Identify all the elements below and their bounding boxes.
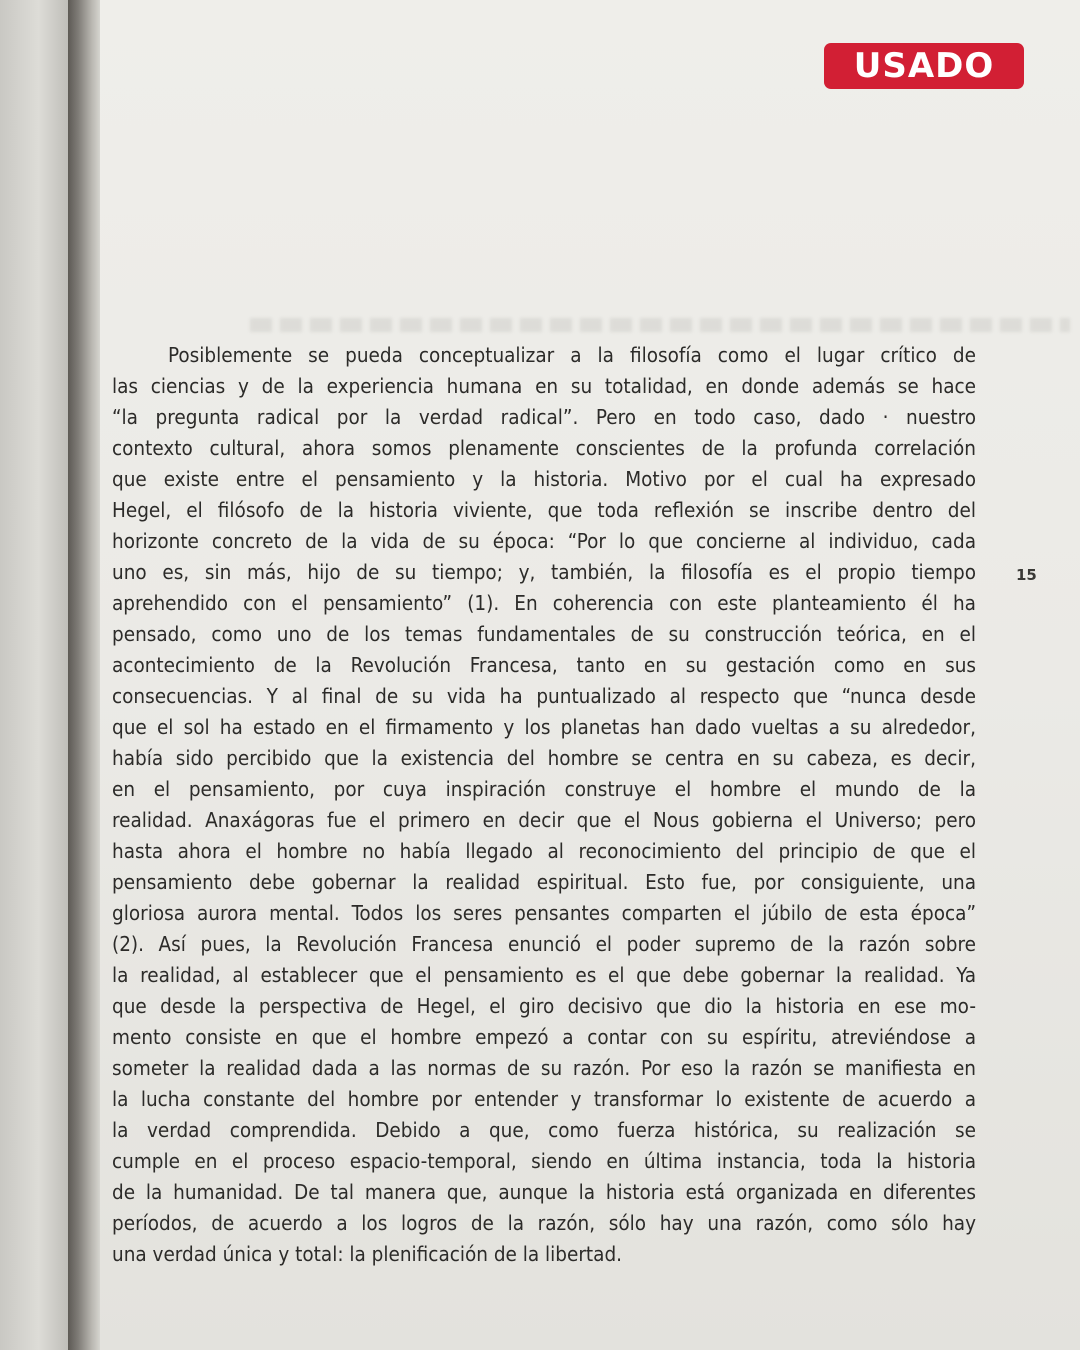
paragraph-line: la realidad, al establecer que el pensamiento es el que debe gobernar la realidad. Ya bbox=[112, 963, 976, 987]
paragraph-line: que el sol ha estado en el firmamento y los planetas han dado vueltas a su alrededor, bbox=[112, 715, 976, 739]
paragraph-line: en el pensamiento, por cuya inspiración construye el hombre el mundo de la bbox=[112, 777, 976, 801]
book-gutter-shadow bbox=[68, 0, 102, 1350]
paragraph-line: las ciencias y de la experiencia humana en su totalidad, en donde además se hace bbox=[112, 374, 976, 398]
paragraph-line: pensado, como uno de los temas fundamentales de su construcción teórica, en el bbox=[112, 622, 976, 646]
paragraph-line: que existe entre el pensamiento y la historia. Motivo por el cual ha expresado bbox=[112, 467, 976, 491]
facing-page-edge bbox=[0, 0, 70, 1350]
paragraph-line: uno es, sin más, hijo de su tiempo; y, también, la filosofía es el propio tiempo bbox=[112, 560, 976, 584]
paragraph-line: una verdad única y total: la plenificación de la libertad. bbox=[112, 1242, 623, 1266]
paragraph-line: períodos, de acuerdo a los logros de la razón, sólo hay una razón, como sólo hay bbox=[112, 1211, 976, 1235]
paragraph-line: la lucha constante del hombre por entender y transformar lo existente de acuerdo a bbox=[112, 1087, 976, 1111]
page-number: 15 bbox=[1016, 566, 1037, 584]
paragraph-line: aprehendido con el pensamiento” (1). En coherencia con este planteamiento él ha bbox=[112, 591, 976, 615]
paragraph-line: la verdad comprendida. Debido a que, como fuerza histórica, su realización se bbox=[112, 1118, 976, 1142]
body-paragraph bbox=[112, 340, 976, 1280]
paragraph-line: (2). Así pues, la Revolución Francesa enunció el poder supremo de la razón sobre bbox=[112, 932, 976, 956]
paragraph-line: Posiblemente se pueda conceptualizar a la filosofía como el lugar crítico de bbox=[168, 343, 976, 367]
used-badge: USADO bbox=[824, 43, 1024, 89]
paragraph-line: mento consiste en que el hombre empezó a contar con su espíritu, atreviéndose a bbox=[112, 1025, 976, 1049]
paragraph-line: gloriosa aurora mental. Todos los seres pensantes comparten el júbilo de esta época” bbox=[112, 901, 976, 925]
paragraph-line: de la humanidad. De tal manera que, aunque la historia está organizada en diferentes bbox=[112, 1180, 976, 1204]
paragraph-line: hasta ahora el hombre no había llegado al reconocimiento del principio de que el bbox=[112, 839, 976, 863]
paragraph-line: cumple en el proceso espacio-temporal, siendo en última instancia, toda la historia bbox=[112, 1149, 976, 1173]
paragraph-line: Hegel, el filósofo de la historia viviente, que toda reflexión se inscribe dentro del bbox=[112, 498, 976, 522]
paragraph-line: pensamiento debe gobernar la realidad espiritual. Esto fue, por consiguiente, una bbox=[112, 870, 976, 894]
paragraph-line: realidad. Anaxágoras fue el primero en decir que el Nous gobierna el Universo; pero bbox=[112, 808, 976, 832]
bleed-through-text bbox=[250, 318, 1070, 332]
paragraph-line: “la pregunta radical por la verdad radical”. Pero en todo caso, dado · nuestro bbox=[112, 405, 976, 429]
paragraph-line: que desde la perspectiva de Hegel, el giro decisivo que dio la historia en ese mo- bbox=[112, 994, 976, 1018]
paragraph-line: acontecimiento de la Revolución Francesa, tanto en su gestación como en sus bbox=[112, 653, 976, 677]
paragraph-line: había sido percibido que la existencia del hombre se centra en su cabeza, es decir, bbox=[112, 746, 976, 770]
paragraph-line: consecuencias. Y al final de su vida ha puntualizado al respecto que “nunca desde bbox=[112, 684, 976, 708]
paragraph-line: contexto cultural, ahora somos plenamente conscientes de la profunda correlación bbox=[112, 436, 976, 460]
paragraph-line: horizonte concreto de la vida de su época: “Por lo que concierne al individuo, cada bbox=[112, 529, 976, 553]
paragraph-line: someter la realidad dada a las normas de su razón. Por eso la razón se manifiesta en bbox=[112, 1056, 976, 1080]
